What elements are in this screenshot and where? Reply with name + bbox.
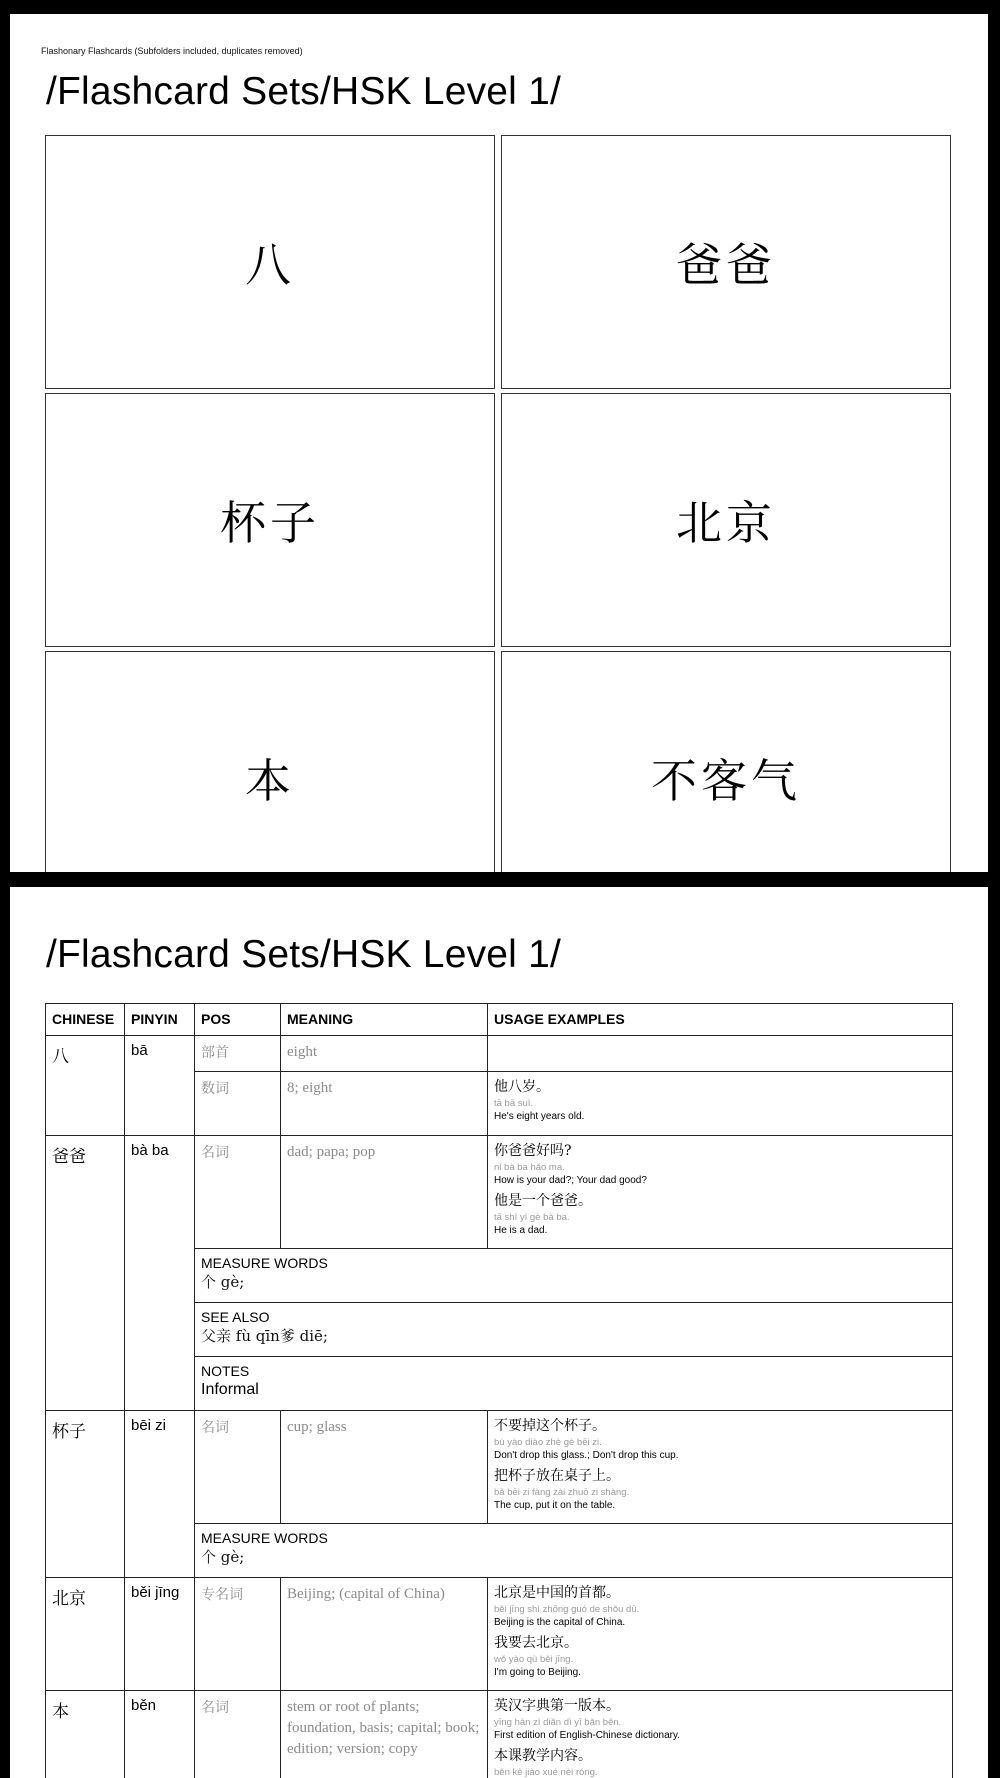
flashcard[interactable]	[501, 135, 951, 389]
example-translation: I'm going to Beijing.	[494, 1667, 581, 1678]
entry-chinese: 八	[46, 1036, 125, 1136]
entry-pos: 部首	[195, 1036, 281, 1072]
measure-word-pinyin: gè;	[220, 1273, 245, 1291]
column-header-pos: POS	[195, 1004, 281, 1036]
entry-pos: 专名词	[195, 1578, 281, 1691]
example-pinyin: bǎ bēi zi fàng zài zhuō zi shàng.	[494, 1487, 630, 1498]
entry-pos: 名词	[195, 1136, 281, 1249]
example-translation: How is your dad?; Your dad good?	[494, 1175, 647, 1186]
entry-usage-examples	[488, 1036, 953, 1072]
column-header-chinese: CHINESE	[46, 1004, 125, 1036]
entry-meaning: Beijing; (capital of China)	[281, 1578, 488, 1691]
example-chinese: 北京是中国的首都。	[494, 1585, 620, 1601]
entry-meaning: cup; glass	[281, 1411, 488, 1524]
flashcard-word: 不客气	[651, 754, 801, 808]
example-chinese: 英汉字典第一版本。	[494, 1698, 620, 1714]
entry-pos: 名词	[195, 1411, 281, 1524]
entry-chinese: 爸爸	[46, 1136, 125, 1411]
entry-usage-examples	[488, 1411, 953, 1524]
measure-word-chinese: 个	[201, 1548, 217, 1566]
see-also-value	[201, 1326, 946, 1346]
entry-usage-examples	[488, 1578, 953, 1691]
measure-words-label: MEASURE WORDS	[201, 1530, 328, 1546]
example-translation: Don't drop this glass.; Don't drop this cup.	[494, 1450, 679, 1461]
example-chinese: 不要掉这个杯子。	[494, 1418, 606, 1434]
column-header-meaning: MEANING	[281, 1004, 488, 1036]
flashcard[interactable]	[45, 651, 495, 872]
see-also-chinese: 爹	[279, 1327, 295, 1345]
see-also-pinyin: diē;	[299, 1327, 328, 1345]
see-also-cell	[195, 1303, 953, 1357]
table-row	[46, 1411, 953, 1524]
entry-pinyin: běi jīng	[125, 1578, 195, 1691]
flashcard-word: 杯子	[220, 496, 320, 550]
example-chinese: 把杯子放在桌子上。	[494, 1468, 620, 1484]
table-row	[46, 1036, 953, 1072]
example-chinese: 他是一个爸爸。	[494, 1193, 592, 1209]
column-header-pinyin: PINYIN	[125, 1004, 195, 1036]
table-header-row	[46, 1004, 953, 1036]
example-translation: He's eight years old.	[494, 1111, 585, 1122]
example-translation: The cup, put it on the table.	[494, 1500, 616, 1511]
entry-pos: 数词	[195, 1072, 281, 1136]
document-header-note: Flashonary Flashcards (Subfolders included, duplicates removed)	[41, 46, 303, 56]
flashcard-word: 八	[245, 238, 295, 292]
measure-words-label: MEASURE WORDS	[201, 1255, 328, 1271]
example-chinese: 本课教学内容。	[494, 1748, 592, 1764]
entry-chinese: 本	[46, 1691, 125, 1778]
entry-chinese: 杯子	[46, 1411, 125, 1578]
measure-words-cell	[195, 1524, 953, 1578]
measure-word-pinyin: gè;	[220, 1548, 245, 1566]
notes-label: NOTES	[201, 1363, 250, 1379]
example-pinyin: běn kè jiào xué nèi róng.	[494, 1767, 598, 1778]
see-also-pinyin: fù qīn	[235, 1327, 280, 1345]
entry-usage-examples	[488, 1072, 953, 1136]
measure-words-value	[201, 1272, 946, 1292]
entry-pinyin: bà ba	[125, 1136, 195, 1411]
table-row	[46, 1691, 953, 1778]
entry-pinyin: bā	[125, 1036, 195, 1136]
notes-value: Informal	[201, 1381, 259, 1398]
entry-pinyin: běn	[125, 1691, 195, 1778]
measure-words-cell	[195, 1249, 953, 1303]
example-pinyin: nǐ bà ba hǎo ma.	[494, 1162, 565, 1173]
vocabulary-table-page	[10, 887, 988, 1778]
table-row	[46, 1136, 953, 1249]
example-translation: First edition of English-Chinese dictionary.	[494, 1730, 681, 1741]
entry-meaning: stem or root of plants; foundation, basis; capital; book; edition; version; copy	[281, 1691, 488, 1778]
example-chinese: 你爸爸好吗?	[494, 1143, 572, 1159]
example-pinyin: yīng hàn zì diǎn dì yī bǎn běn.	[494, 1717, 622, 1728]
example-pinyin: tā shì yí gè bà ba.	[494, 1212, 570, 1223]
entry-usage-examples	[488, 1136, 953, 1249]
flashcard-word: 爸爸	[676, 238, 776, 292]
set-title: /Flashcard Sets/HSK Level 1/	[46, 933, 561, 976]
flashcard[interactable]	[45, 135, 495, 389]
flashcard[interactable]	[501, 393, 951, 647]
see-also-chinese: 父亲	[201, 1327, 232, 1345]
entry-meaning: 8; eight	[281, 1072, 488, 1136]
vocabulary-table	[45, 1003, 953, 1778]
notes-cell	[195, 1357, 953, 1411]
example-pinyin: běi jīng shì zhōng guó de shǒu dū.	[494, 1604, 640, 1615]
flashcard-page	[10, 14, 988, 872]
table-row	[46, 1578, 953, 1691]
entry-pinyin: bēi zi	[125, 1411, 195, 1578]
example-translation: Beijing is the capital of China.	[494, 1617, 626, 1628]
set-title: /Flashcard Sets/HSK Level 1/	[46, 70, 561, 113]
example-translation: He is a dad.	[494, 1225, 548, 1236]
entry-chinese: 北京	[46, 1578, 125, 1691]
entry-meaning: eight	[281, 1036, 488, 1072]
example-pinyin: wǒ yào qù běi jīng.	[494, 1654, 574, 1665]
measure-words-value	[201, 1547, 946, 1567]
see-also-label: SEE ALSO	[201, 1309, 270, 1325]
example-chinese: 他八岁。	[494, 1079, 550, 1095]
entry-usage-examples	[488, 1691, 953, 1778]
flashcard[interactable]	[501, 651, 951, 872]
column-header-usage-examples: USAGE EXAMPLES	[488, 1004, 953, 1036]
example-pinyin: bú yào diào zhè gè bēi zi.	[494, 1437, 602, 1448]
flashcard-word: 本	[245, 754, 295, 808]
example-pinyin: tā bā suì.	[494, 1098, 534, 1109]
flashcard-word: 北京	[676, 496, 776, 550]
entry-pos: 名词	[195, 1691, 281, 1778]
entry-meaning: dad; papa; pop	[281, 1136, 488, 1249]
example-chinese: 我要去北京。	[494, 1635, 578, 1651]
measure-word-chinese: 个	[201, 1273, 217, 1291]
flashcard[interactable]	[45, 393, 495, 647]
